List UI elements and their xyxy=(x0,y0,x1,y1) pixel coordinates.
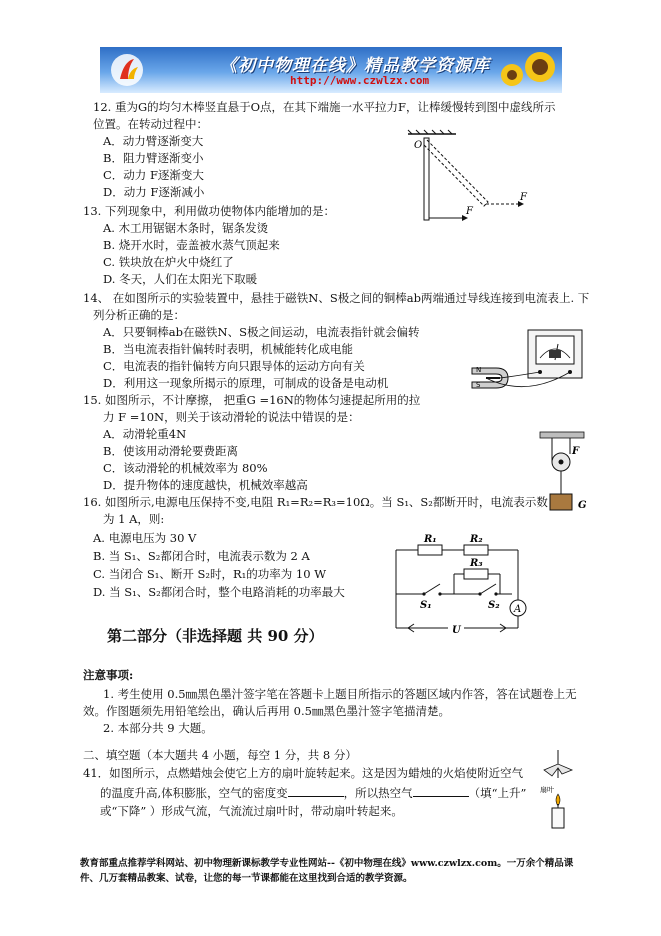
q16-label-s1: S₁ xyxy=(420,600,432,611)
q16-option-d: D. 当 S₁、S₂都闭合时，整个电路消耗的功率最大 xyxy=(93,585,345,599)
notes-title: 注意事项: xyxy=(83,668,134,682)
q16-label-u: U xyxy=(452,625,461,636)
q13-option-a: A. 木工用锯锯木条时，锯条发烫 xyxy=(103,221,269,235)
q15-label-g: G xyxy=(578,500,587,511)
q16-label-r3: R₃ xyxy=(470,558,483,569)
q12-label-f-dashed: F xyxy=(520,192,527,203)
q41-line-2a: 的温度升高,体积膨胀，空气的密度变 xyxy=(100,786,288,800)
q12-option-b: B．阻力臂逐渐变小 xyxy=(103,151,204,165)
q41-candle-figure xyxy=(538,748,578,830)
q15-stem-2: 力 F =10N，则关于该动滑轮的说法中错误的是： xyxy=(103,410,360,424)
notes-line-3: 2. 本部分共 9 大题。 xyxy=(103,721,213,735)
banner-url[interactable]: http://www.czwlzx.com xyxy=(290,74,430,87)
q12-label-o: O xyxy=(414,140,423,151)
q14-option-b: B．当电流表指针偏转时表明，机械能转化成电能 xyxy=(103,342,353,356)
q41-line-1: 41．如图所示，点燃蜡烛会使它上方的扇叶旋转起来。这是因为蜡烛的火焰使附近空气 xyxy=(83,766,524,780)
ammeter-icon: A xyxy=(514,604,522,615)
q14-induction-figure xyxy=(466,328,586,400)
q13-option-b: B. 烧开水时，壶盖被水蒸气顶起来 xyxy=(103,238,280,252)
q41-fan-label: 扇叶 xyxy=(540,786,554,794)
notes-line-2: 效。作图题须先用铅笔绘出，确认后再用 0.5㎜黑色墨汁签字笔描清楚。 xyxy=(83,704,450,718)
q12-option-a: A．动力臂逐渐变大 xyxy=(103,134,204,148)
q13-stem: 13. 下列现象中，利用做功使物体内能增加的是： xyxy=(83,204,335,218)
header-banner xyxy=(100,47,562,93)
q12-option-c: C．动力 F逐渐变大 xyxy=(103,168,204,182)
banner-title: 《初中物理在线》精品教学资源库 xyxy=(220,56,490,76)
q15-stem-1: 15. 如图所示，不计摩擦， 把重G =16N的物体匀速提起所用的拉 xyxy=(83,393,421,407)
q15-option-d: D．提升物体的速度越快，机械效率越高 xyxy=(103,478,308,492)
q15-label-f: F xyxy=(572,446,580,457)
q41-line-2 xyxy=(100,784,526,801)
q16-stem-1: 16. 如图所示,电源电压保持不变,电阻 R₁=R₂=R₃=10Ω。当 S₁、S₂都断开时，电流表示数 xyxy=(83,495,548,509)
magnet-n-icon: N xyxy=(476,366,482,374)
q16-option-a: A. 电源电压为 30 V xyxy=(93,531,197,545)
q41-blank-1[interactable] xyxy=(288,784,344,797)
q16-circuit-figure xyxy=(388,534,532,638)
q16-label-r2: R₂ xyxy=(470,534,483,545)
q41-line-2b: ，所以热空气 xyxy=(343,786,413,800)
fill-heading: 二、填空题（本大题共 4 小题，每空 1 分，共 8 分） xyxy=(83,748,357,762)
q14-stem-2: 列分析正确的是： xyxy=(93,308,185,322)
q41-line-3: 或“下降” ）形成气流，气流流过扇叶时，带动扇叶转起来。 xyxy=(100,804,403,818)
q41-blank-2[interactable] xyxy=(413,784,469,797)
footer-line-1: 教育部重点推荐学科网站、初中物理新课标教学专业性网站--《初中物理在线》www.czwlzx.com。一万余个精品课 xyxy=(80,858,574,869)
q12-stem-1: 12. 重为G的均匀木棒竖直悬于O点，在其下端施一水平拉力F，让棒缓慢转到图中虚线所示 xyxy=(93,100,556,114)
sunflower-icon xyxy=(496,49,558,91)
q12-option-d: D．动力 F逐渐减小 xyxy=(103,185,205,199)
magnet-s-icon: S xyxy=(476,381,481,389)
q41-line-2c: （填“上升” xyxy=(468,786,527,800)
q16-stem-2: 为 1 A，则: xyxy=(103,512,165,526)
q14-option-a: A．只要铜棒ab在磁铁N、S极之间运动，电流表指针就会偏转 xyxy=(103,325,420,339)
q15-option-b: B．使该用动滑轮要费距离 xyxy=(103,444,238,458)
q14-stem-1: 14、 在如图所示的实验装置中，悬挂于磁铁N、S极之间的铜棒ab两端通过导线连接到电流表上. 下 xyxy=(83,291,590,305)
q16-option-c: C. 当闭合 S₁、断开 S₂时，R₁的功率为 10 W xyxy=(93,567,327,581)
logo-icon xyxy=(110,53,144,87)
q14-option-d: D．利用这一现象所揭示的原理，可制成的设备是电动机 xyxy=(103,376,389,390)
q12-label-f: F xyxy=(466,206,473,217)
q12-stem-2: 位置。在转动过程中： xyxy=(93,117,208,131)
footer-line-2: 件、几万套精品教案、试卷，让您的每一节课都能在这里找到合适的教学资源。 xyxy=(80,873,413,884)
q13-option-c: C. 铁块放在炉火中烧红了 xyxy=(103,255,234,269)
q15-option-a: A．动滑轮重4N xyxy=(103,427,187,441)
q15-option-c: C．该动滑轮的机械效率为 80% xyxy=(103,461,268,475)
q12-lever-figure xyxy=(400,128,540,228)
q13-option-d: D. 冬天，人们在太阳光下取暖 xyxy=(103,272,258,286)
part2-heading: 第二部分（非选择题 共 90 分） xyxy=(107,627,324,645)
q14-option-c: C．电流表的指针偏转方向只跟导体的运动方向有关 xyxy=(103,359,365,373)
notes-line-1: 1. 考生使用 0.5㎜黑色墨汁签字笔在答题卡上题目所指示的答题区域内作答，答在试题卷上无 xyxy=(103,687,577,701)
q16-label-r1: R₁ xyxy=(424,534,437,545)
q16-option-b: B. 当 S₁、S₂都闭合时，电流表示数为 2 A xyxy=(93,549,310,563)
q16-label-s2: S₂ xyxy=(488,600,500,611)
